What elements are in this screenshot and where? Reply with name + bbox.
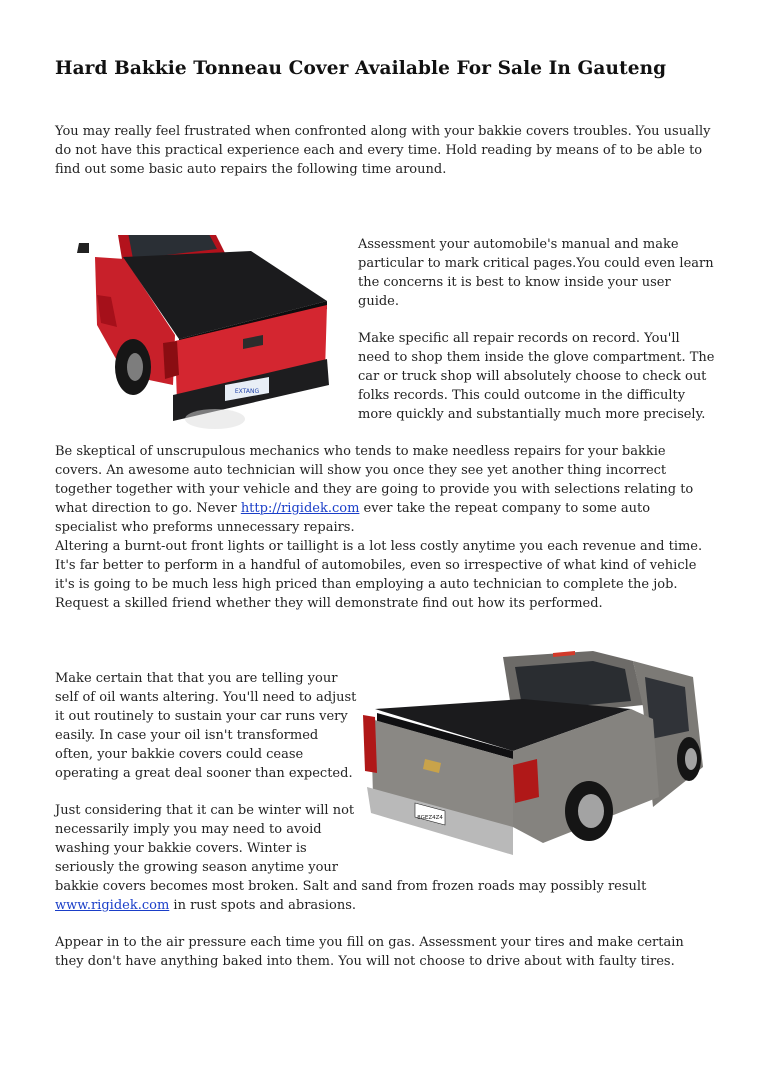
gray-pickup-with-tonneau-cover-illustration <box>363 647 715 865</box>
license-plate-text: 8GEZ4Z4 <box>417 815 443 821</box>
red-truck-image <box>55 235 355 433</box>
section-b-paragraph-2-text-before: Just considering that it can be winter will not necessarily imply you may need to avoid washing your bakkie covers. Winter is seriously the growing season anytime your bakkie covers becomes most broken. Salt and sand from frozen roads may possibly result <box>55 803 647 894</box>
content-block-b <box>55 669 715 989</box>
content-block-a <box>55 235 715 555</box>
license-plate-text: EXTANG <box>234 388 260 395</box>
section-b-paragraph-1: Make certain that that you are telling your self of oil wants altering. You'll need to adjust it out routinely to sustain your car runs very easily. In case your oil isn't transformed often, your bakkie covers could cease operating a great deal sooner than expected. <box>55 671 357 781</box>
intro-paragraph: You may really feel frustrated when confronted along with your bakkie covers troubles. You usually do not have this practical experience each and every time. Hold reading by means of to be able to find out some basic auto repairs the following time around. <box>55 124 711 177</box>
section-a-paragraph-1: Assessment your automobile's manual and make particular to mark critical pages.You could even learn the concerns it is best to know inside your user guide. <box>358 237 714 309</box>
page-title: Hard Bakkie Tonneau Cover Available For Sale In Gauteng <box>55 58 667 79</box>
section-a-paragraph-3 <box>55 442 715 537</box>
gray-truck-image <box>363 647 715 865</box>
section-b-paragraph-3: Appear in to the air pressure each time you fill on gas. Assessment your tires and make certain they don't have anything baked into them. You will not choose to drive about with faulty tires. <box>55 935 684 969</box>
rigidek-link-2[interactable]: www.rigidek.com <box>55 898 170 913</box>
section-b-paragraph-2-text-after: in rust spots and abrasions. <box>169 898 357 913</box>
rigidek-link-1[interactable]: http://rigidek.com <box>240 501 360 516</box>
section-a-paragraph-3-text-before: Be skeptical of unscrupulous mechanics who tends to make needless repairs for your bakkie covers. An awesome auto technician will show you once they see yet another thing incorrect together together with your vehicle and they are going to provide you with selections relating to what direction to go. Never <box>55 444 694 516</box>
section-a-paragraph-2: Make specific all repair records on record. You'll need to shop them inside the glove compartment. The car or truck shop will absolutely choose to check out folks records. This could outcome in the difficulty more quickly and substantially much more precisely. <box>358 331 715 422</box>
section-a-paragraph-3-text-after: ever take the repeat company to some auto specialist who preforms unnecessary repairs. <box>55 501 651 535</box>
red-pickup-with-tonneau-cover-illustration <box>55 235 355 433</box>
altering-paragraph: Altering a burnt-out front lights or taillight is a lot less costly anytime you each revenue and time. It's far better to perform in a handful of automobiles, even so irrespective of what kind of vehicle it's is going to be much less high priced than employing a auto technician to complete the job. Request a skilled friend whether they will demonstrate find out how its performed. <box>55 539 703 611</box>
